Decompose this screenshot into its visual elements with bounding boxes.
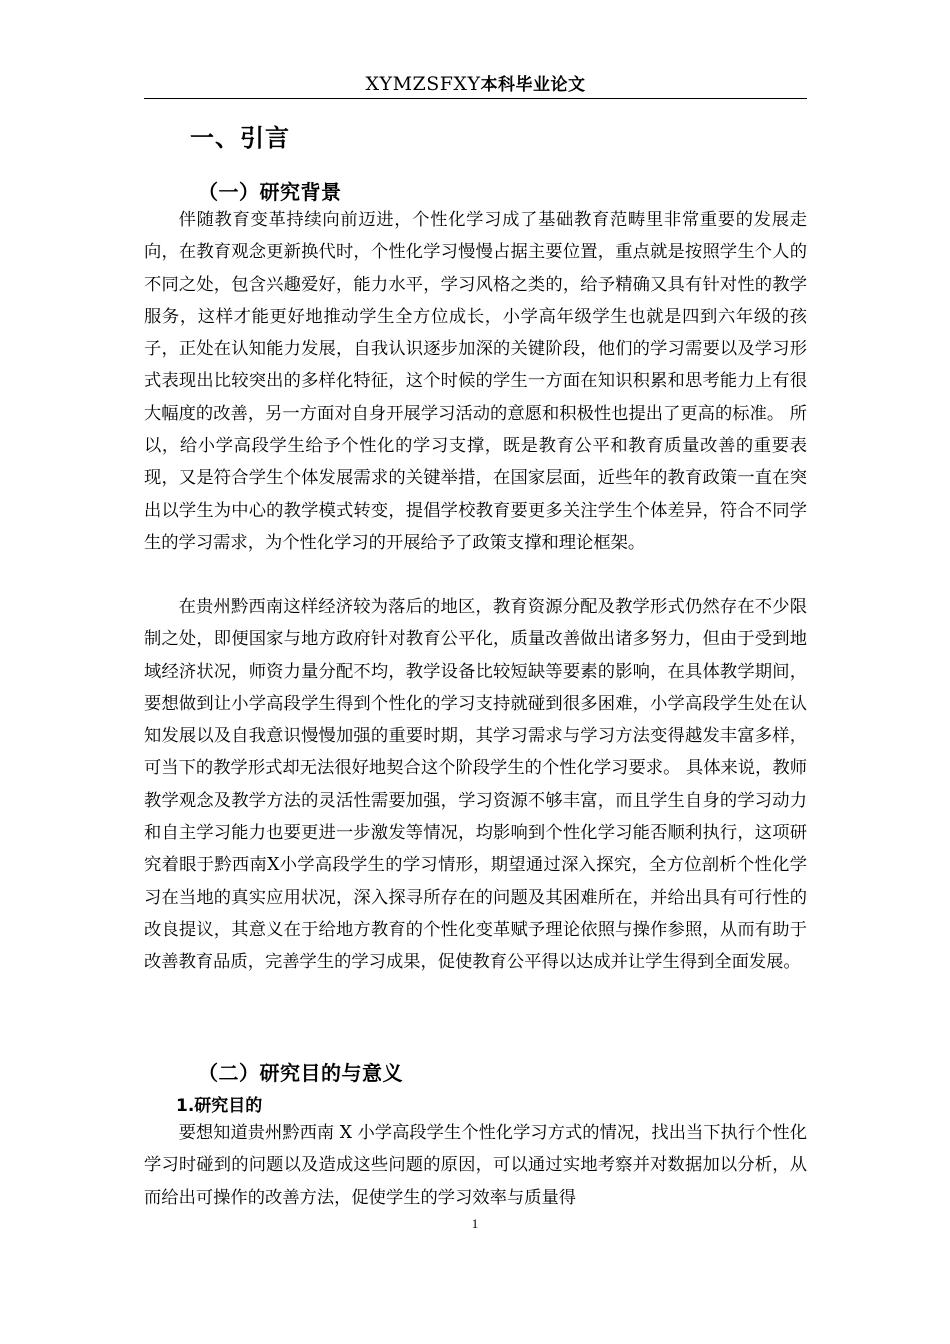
sub-heading-research-purpose: 1.研究目的 — [176, 1096, 263, 1116]
body-paragraph: 要想知道贵州黔西南 X 小学高段学生个性化学习方式的情况，找出当下执行个性化学习时碰到的问题以及造成这些问题的原因，可以通过实地考察并对数据加以分析，从而给出可操作的改善方法，促使学生的学习效率与质量得 — [144, 1123, 807, 1208]
page-number: 1 — [471, 1216, 479, 1231]
body-paragraph: 在贵州黔西南这样经济较为落后的地区，教育资源分配及教学形式仍然存在不少限制之处，即便国家与地方政府针对教育公平化，质量改善做出诸多努力，但由于受到地域经济状况，师资力量分配不均，教学设备比较短缺等要素的影响，在具体教学期间，要想做到让小学高段学生得到个性化的学习支持就碰到很多困难，小学高段学生处在认知发展以及自我意识慢慢加强的重要时期，其学习需求与学习方法变得越发丰富多样，可当下的教学形式却无法很好地契合这个阶段学生的个性化学习要求。 具体来说，教师教学观念及教学方法的灵活性需要加强，学习资源不够丰富，而且学生自身的学习动力和自主学习能力也要更进一步激发等情况，均影响到个性化学习能否顺利执行，这项研究着眼于黔西南X小学高段学生的学习情形，期望通过深入探究，全方位剖析个性化学习在当地的真实应用状况，深入探寻所存在的问题及其困难所在，并给出具有可行性的改良提议，其意义在于给地方教育的个性化变革赋予理论依照与操作参照，从而有助于改善教育品质，完善学生的学习成果，促使教育公平得以达成并让学生得到全面发展。 — [144, 597, 807, 973]
body-paragraph: 伴随教育变革持续向前迈进，个性化学习成了基础教育范畴里非常重要的发展走向，在教育观念更新换代时，个性化学习慢慢占据主要位置，重点就是按照学生个人的不同之处，包含兴趣爱好，能力水平，学习风格之类的，给予精确又具有针对性的教学服务，这样才能更好地推动学生全方位成长，小学高年级学生也就是四到六年级的孩子，正处在认知能力发展，自我认识逐步加深的关键阶段，他们的学习需要以及学习形式表现出比较突出的多样化特征，这个时候的学生一方面在知识积累和思考能力上有很大幅度的改善，另一方面对自身开展学习活动的意愿和积极性也提出了更高的标准。 所以，给小学高段学生给予个性化的学习支撑，既是教育公平和教育质量改善的重要表现，又是符合学生个体发展需求的关键举措，在国家层面，近些年的教育政策一直在突出以学生为中心的教学模式转变，提倡学校教育要更多关注学生个体差异，符合不同学生的学习需求，为个性化学习的开展给予了政策支撑和理论框架。 — [144, 210, 807, 553]
header-title: 本科毕业论文 — [480, 75, 586, 95]
running-header — [144, 70, 807, 95]
header-rule — [144, 98, 807, 99]
section-heading: 一、引言 — [190, 124, 290, 152]
subsection-heading-background: （一）研究背景 — [198, 180, 342, 204]
subsection-heading-purpose: （二）研究目的与意义 — [198, 1061, 403, 1085]
header-prefix: XYMZSFXY — [365, 73, 481, 95]
